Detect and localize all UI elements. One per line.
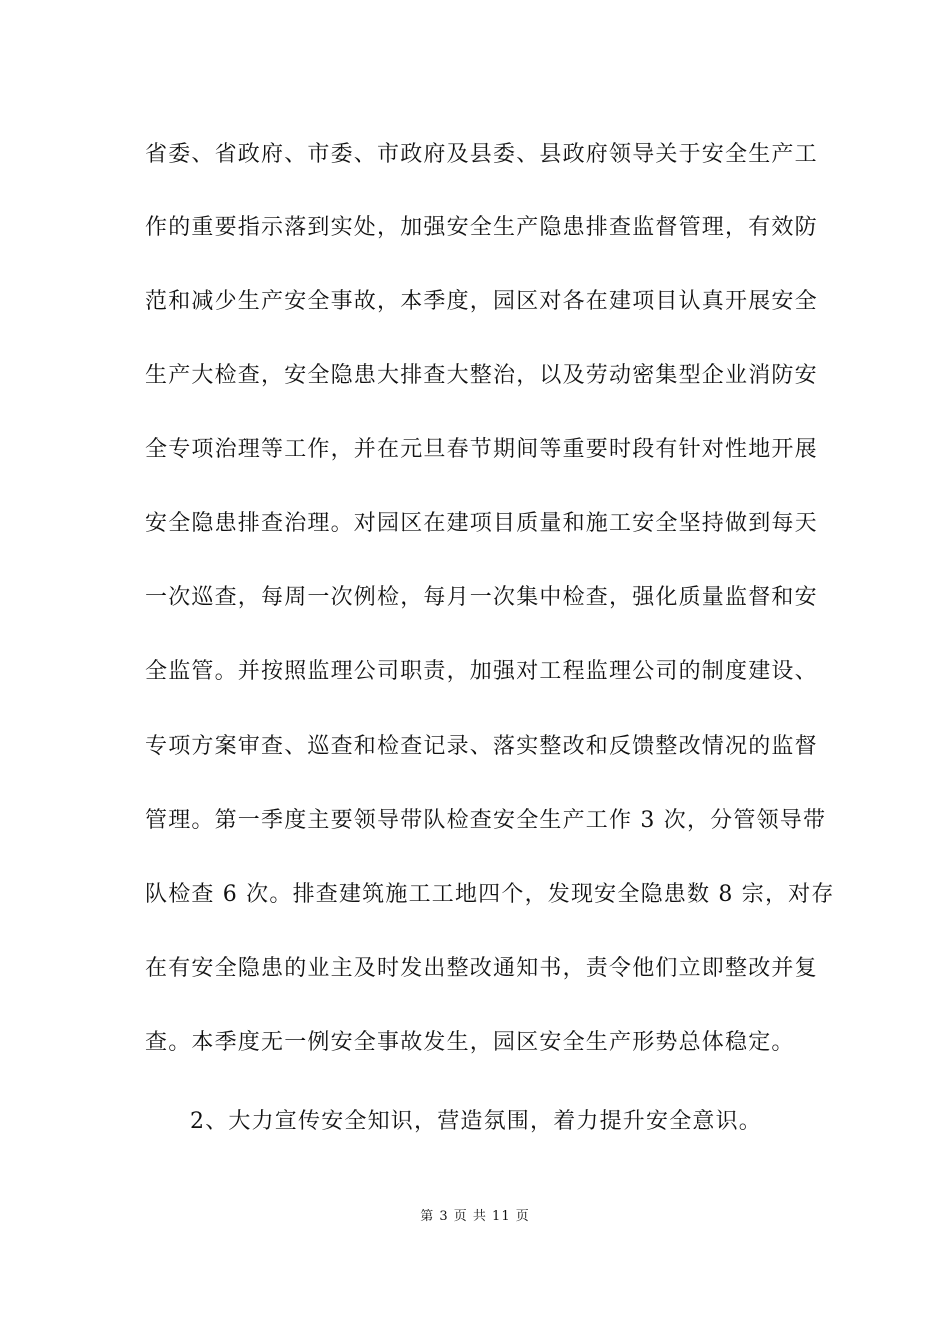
paragraph-line-9: 专项方案审查、巡查和检查记录、落实整改和反馈整改情况的监督 (145, 734, 818, 759)
paragraph-line-1: 省委、省政府、市委、市政府及县委、县政府领导关于安全生产工 (145, 142, 818, 167)
paragraph-line-11: 队检查 6 次。排查建筑施工工地四个，发现安全隐患数 8 宗，对存 (145, 882, 835, 907)
paragraph-line-8: 全监管。并按照监理公司职责，加强对工程监理公司的制度建设、 (145, 659, 818, 684)
paragraph-line-2: 作的重要指示落到实处，加强安全生产隐患排查监督管理，有效防 (145, 215, 818, 240)
section-heading: 2、大力宣传安全知识，营造氛围，着力提升安全意识。 (190, 1109, 762, 1134)
paragraph-line-7: 一次巡查，每周一次例检，每月一次集中检查，强化质量监督和安 (145, 585, 818, 610)
paragraph-line-3: 范和减少生产安全事故，本季度，园区对各在建项目认真开展安全 (145, 289, 818, 314)
paragraph-line-4: 生产大检查，安全隐患大排查大整治，以及劳动密集型企业消防安 (145, 363, 818, 388)
page-number-footer: 第 3 页 共 11 页 (420, 1209, 530, 1224)
paragraph-line-12: 在有安全隐患的业主及时发出整改通知书，责令他们立即整改并复 (145, 956, 818, 981)
paragraph-line-13: 查。本季度无一例安全事故发生，园区安全生产形势总体稳定。 (145, 1030, 795, 1055)
paragraph-line-5: 全专项治理等工作，并在元旦春节期间等重要时段有针对性地开展 (145, 437, 818, 462)
paragraph-line-10: 管理。第一季度主要领导带队检查安全生产工作 3 次，分管领导带 (145, 808, 827, 833)
paragraph-line-6: 安全隐患排查治理。对园区在建项目质量和施工安全坚持做到每天 (145, 511, 818, 536)
